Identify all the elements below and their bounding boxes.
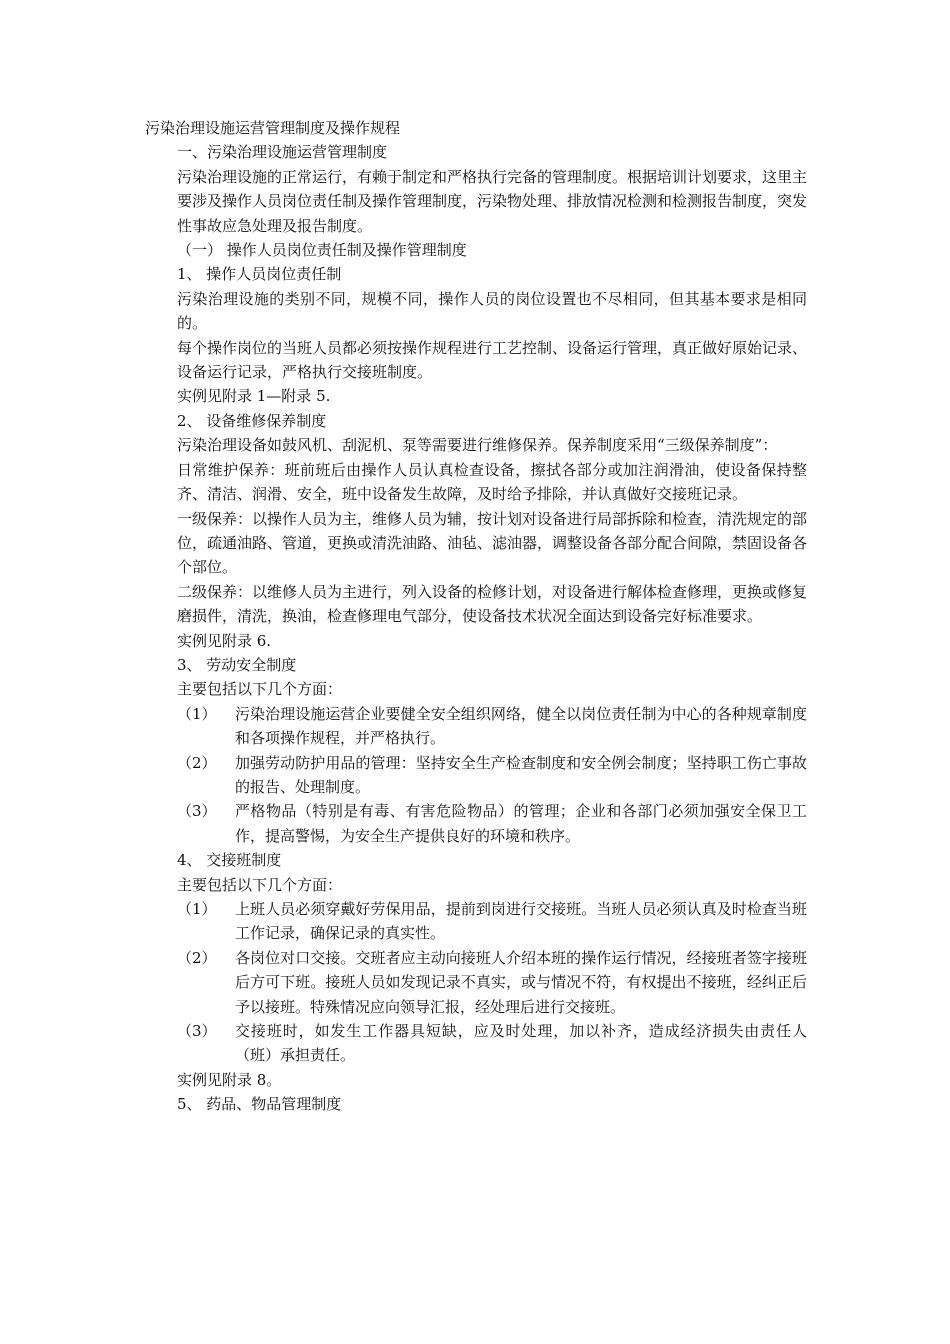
appendix-reference: 实例见附录 1—附录 5. [177, 387, 331, 406]
paragraph: 日常维护保养：班前班后由操作人员认真检查设备，擦拭各部分或加注润滑油，使设备保持整齐、清洁、润滑、安全，班中设备发生故障，及时给予排除，并认真做好交接班记录。 [177, 460, 807, 504]
list-item-number: （3） [177, 802, 217, 821]
document-body [0, 116, 950, 1117]
list-item-text: 上班人员必须穿戴好劳保用品，提前到岗进行交接班。当班人员必须认真及时检查当班工作记录，确保记录的真实性。 [235, 900, 807, 943]
list-item-number: （1） [177, 704, 217, 723]
section-heading: 一、污染治理设施运营管理制度 [177, 143, 388, 162]
heading-1: 1、 操作人员岗位责任制 [177, 265, 342, 284]
appendix-reference: 实例见附录 6. [177, 631, 272, 650]
heading-4: 4、 交接班制度 [177, 851, 282, 870]
heading-2: 2、 设备维修保养制度 [177, 411, 327, 430]
list-item [0, 897, 807, 946]
list-item [0, 1019, 807, 1068]
document-title: 污染治理设施运营管理制度及操作规程 [145, 119, 401, 137]
list-item [0, 946, 807, 1019]
heading-3: 3、 劳动安全制度 [177, 655, 297, 674]
paragraph: 每个操作岗位的当班人员都必须按操作规程进行工艺控制、设备运行管理，真正做好原始记录、设备运行记录，严格执行交接班制度。 [177, 338, 808, 382]
list-item-number: （2） [177, 948, 217, 967]
list-item-text: 污染治理设施运营企业要健全安全组织网络，健全以岗位责任制为中心的各种规章制度和各项操作规程，并严格执行。 [235, 704, 807, 748]
paragraph: 二级保养：以维修人员为主进行，列入设备的检修计划，对设备进行解体检查修理，更换或修复磨损件，清洗，换油，检查修理电气部分，使设备技术状况全面达到设备完好标准要求。 [177, 582, 808, 626]
heading-5: 5、 药品、物品管理制度 [177, 1095, 342, 1114]
appendix-reference: 实例见附录 8。 [177, 1070, 282, 1089]
list-item [0, 702, 807, 751]
list-lead: 主要包括以下几个方面： [177, 875, 343, 894]
intro-paragraph: 污染治理设施的正常运行，有赖于制定和严格执行完备的管理制度。根据培训计划要求，这里主要涉及操作人员岗位责任制及操作管理制度，污染物处理、排放情况检测和检测报告制度，突发性事故应急处理及报告制度。 [177, 167, 808, 235]
paragraph: 一级保养：以操作人员为主，维修人员为辅，按计划对设备进行局部拆除和检查，清洗规定的部位，疏通油路、管道，更换或清洗油路、油毡、滤油器，调整设备各部分配合间隙，禁固设备各个部位。 [177, 509, 808, 577]
list-item-number: （1） [177, 900, 217, 918]
list-item-number: （3） [177, 1022, 217, 1041]
paragraph: 污染治理设施的类别不同，规模不同，操作人员的岗位设置也不尽相同，但其基本要求是相同的。 [177, 289, 807, 333]
list-lead: 主要包括以下几个方面： [177, 680, 343, 699]
subsection-heading: （一） 操作人员岗位责任制及操作管理制度 [177, 241, 467, 260]
list-item-text: 加强劳动防护用品的管理：坚持安全生产检查制度和安全例会制度；坚持职工伤亡事故的报告、处理制度。 [235, 753, 807, 796]
list-item-number: （2） [177, 753, 217, 772]
list-item-text: 各岗位对口交接。交班者应主动向接班人介绍本班的操作运行情况，经接班者签字接班后方可下班。接班人员如发现记录不真实，或与情况不符，有权提出不接班，经纠正后予以接班。特殊情况应向领导汇报，经处理后进行交接班。 [235, 948, 807, 1016]
paragraph: 污染治理设备如鼓风机、刮泥机、泵等需要进行维修保养。保养制度采用“三级保养制度”： [177, 436, 778, 455]
list-item [0, 799, 807, 848]
list-item-text: 严格物品（特别是有毒、有害危险物品）的管理；企业和各部门必须加强安全保卫工作，提高警惕，为安全生产提供良好的环境和秩序。 [235, 802, 807, 845]
list-item-text: 交接班时，如发生工作器具短缺，应及时处理，加以补齐，造成经济损失由责任人（班）承担责任。 [235, 1022, 807, 1065]
list-item [0, 751, 807, 800]
